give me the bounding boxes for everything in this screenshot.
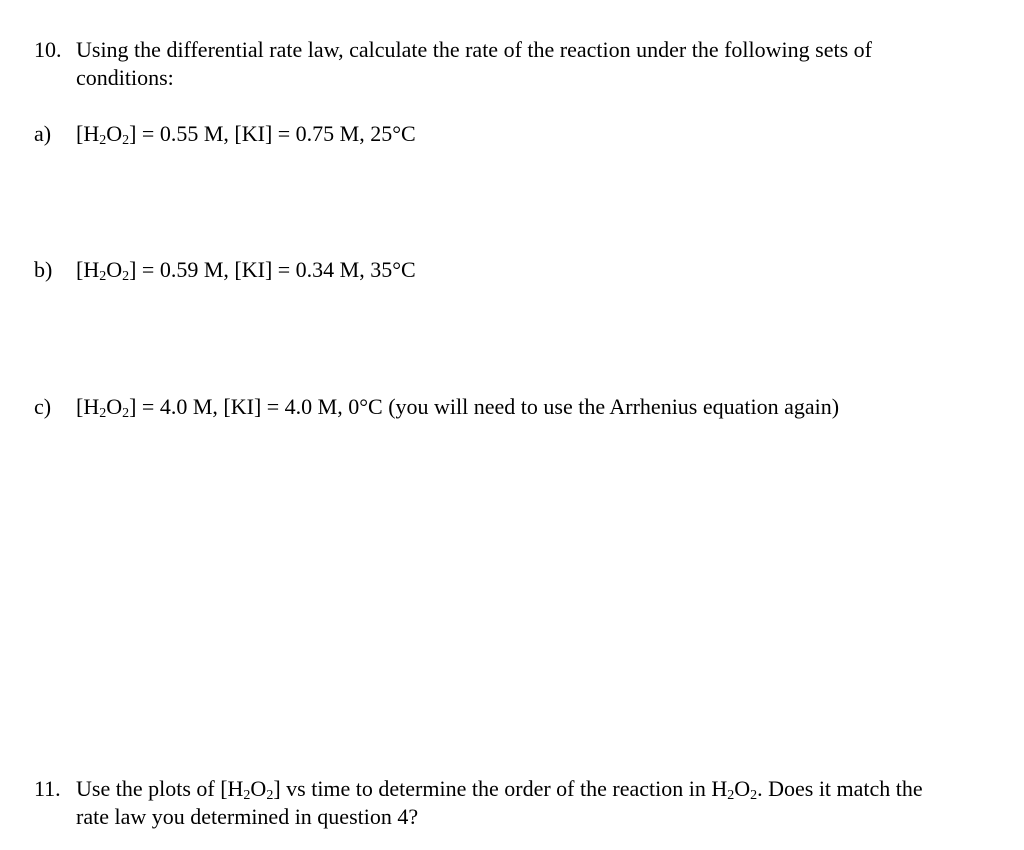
part-a-subscript-2: 2 [122, 133, 130, 148]
question-11-line-1 [34, 775, 1009, 803]
part-c-subscript-2: 2 [122, 406, 130, 421]
question-11-text-4: O [734, 776, 751, 801]
part-b-text-3: ] = 0.59 M, [KI] = 0.34 M, 35°C [129, 257, 416, 282]
part-c-text-2: O [106, 394, 123, 419]
part-a-text-1: [H [76, 121, 100, 146]
question-11-subscript-4: 2 [750, 788, 758, 803]
part-a-text-2: O [106, 121, 123, 146]
part-b-label: b) [34, 257, 53, 282]
question-10-line-2: conditions: [76, 65, 174, 90]
question-10 [34, 36, 1009, 92]
part-c-label: c) [34, 394, 52, 419]
part-c-condition [76, 394, 839, 419]
question-11-line-2: rate law you determined in question 4? [76, 804, 419, 829]
question-11-number: 11. [34, 776, 61, 801]
part-b-text-2: O [106, 257, 123, 282]
part-a [34, 120, 1004, 148]
question-11-text-5: . Does it match the [757, 776, 923, 801]
question-11-subscript-2: 2 [266, 788, 274, 803]
part-c-text-3: ] = 4.0 M, [KI] = 4.0 M, 0°C (you will need to use the Arrhenius equation again) [129, 394, 840, 419]
part-a-text-3: ] = 0.55 M, [KI] = 0.75 M, 25°C [129, 121, 416, 146]
question-11 [34, 775, 1009, 831]
question-11-text-2: O [250, 776, 267, 801]
part-a-label: a) [34, 121, 52, 146]
part-b-subscript-2: 2 [122, 269, 130, 284]
part-c-subscript-1: 2 [99, 406, 107, 421]
question-11-text-1: Use the plots of [H [76, 776, 244, 801]
part-c [34, 393, 1004, 421]
part-b [34, 256, 1004, 284]
part-b-text-1: [H [76, 257, 100, 282]
question-10-text: Using the differential rate law, calculate the rate of the reaction under the following sets of [76, 37, 872, 62]
part-b-condition [76, 257, 416, 282]
question-11-subscript-3: 2 [727, 788, 735, 803]
question-10-line-1 [34, 36, 1009, 64]
part-c-text-1: [H [76, 394, 100, 419]
part-a-condition [76, 121, 416, 146]
part-b-subscript-1: 2 [99, 269, 107, 284]
question-10-number: 10. [34, 37, 62, 62]
part-a-subscript-1: 2 [99, 133, 107, 148]
question-11-text-3: ] vs time to determine the order of the reaction in H [273, 776, 728, 801]
question-11-subscript-1: 2 [243, 788, 251, 803]
